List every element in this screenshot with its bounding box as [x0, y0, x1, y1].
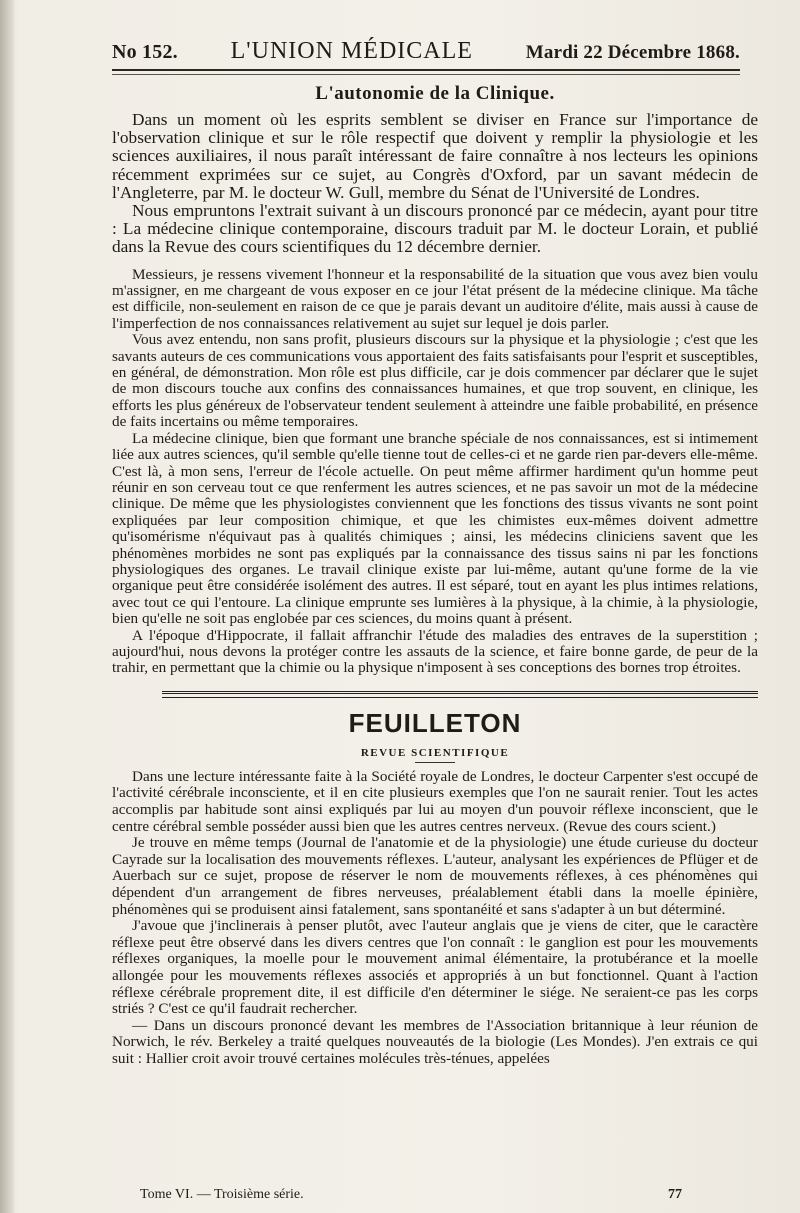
speech-paragraph: Messieurs, je ressens vivement l'honneur et la responsabilité de la situation que vous avez bien voulu m'assigner, en me chargeant de vous exposer en ce jour l'état présent de la médecine clinique. Ma tâche est difficile, non-seulement en raison de ce que je parais devant un auditoire d'élite, mais aussi à cause de l'imperfection de nos connaissances relativement au sujet sur lequel je dois parler. [112, 265, 758, 332]
page-binding-edge [0, 0, 14, 1213]
issue-number: No 152. [112, 41, 178, 63]
page-footer [140, 1187, 682, 1203]
feuilleton-paragraph: Je trouve en même temps (Journal de l'anatomie et de la physiologie) une étude curieuse du docteur Cayrade sur la localisation des mouvements réflexes. L'auteur, analysant les expériences de Pflüger et de Auerbach sur ce sujet, propose de réserver le nom de mouvements réflexes, à ces phénomènes qui dépendent d'un arrangement de fibres nerveuses, préalablement établi dans la moelle épinière, phénomènes qui se produisent ainsi fatalement, sans spontanéité et sans s'adapter à un but déterminé. [112, 834, 758, 918]
feuilleton-paragraph: Dans une lecture intéressante faite à la Société royale de Londres, le docteur Carpenter s'est occupé de l'activité cérébrale inconsciente, et il en cite plusieurs exemples que l'on ne saurait renier. Tout les actes accomplis par habitude sont ainsi expliqués par lui au moyen d'un pouvoir réflexe inconscient, que le centre cérébral semble posséder aussi bien que les autres centres nerveux. (Revue des cours scient.) [112, 767, 758, 835]
feuilleton-heading: FEUILLETON [348, 707, 522, 738]
intro-paragraph: Nous empruntons l'extrait suivant à un discours prononcé par ce médecin, ayant pour titre : La médecine clinique contemporaine, discours traduit par M. le docteur Lorain, et publié dans la Revue des cours scientifiques du 12 décembre dernier. [112, 201, 758, 257]
volume-series: Tome VI. — Troisième série. [140, 1187, 304, 1202]
issue-date: Mardi 22 Décembre 1868. [525, 42, 740, 63]
page-header [112, 38, 740, 71]
speech-paragraph: Vous avez entendu, non sans profit, plusieurs discours sur la physique et la physiologie ; c'est que les savants auteurs de ces communications vous apportaient des faits satisfaisants pour l'esprit et susceptibles, en général, de démonstration. Mon rôle est plus difficile, car je dois commencer par déclarer que le sujet de mon discours touche aux confins des connaissances humaines, et que trop souvent, en clinique, les efforts les plus généreux de l'observateur tendent seulement à atteindre une faible probabilité, en présence de faits incertains ou même temporaires. [112, 331, 758, 431]
speech-excerpt [112, 267, 758, 677]
feuilleton-divider [162, 691, 758, 698]
feuilleton-paragraph: — Dans un discours prononcé devant les membres de l'Association britannique à leur réunion de Norwich, le rév. Berkeley a traité quelques nouveautés de la biologie (Les Mondes). J'en extrais ce qui suit : Hallier croit avoir trouvé certaines molécules très-ténues, appelées [112, 1016, 758, 1067]
feuilleton-body [112, 769, 758, 1068]
section-heading: REVUE SCIENTIFIQUE [112, 747, 758, 763]
article-title: L'autonomie de la Clinique. [315, 83, 555, 104]
speech-paragraph: A l'époque d'Hippocrate, il fallait affranchir l'étude des maladies des entraves de la superstition ; aujourd'hui, nous devons la protéger contre les assauts de la science, et faire bonne garde, de peur de la trahir, en permettant que la chimie ou la physique n'imposent à ses conceptions des bornes trop étroites. [112, 626, 758, 677]
intro-paragraph: Dans un moment où les esprits semblent se diviser en France sur l'importance de l'observation clinique et sur le rôle respectif que doivent y remplir la physiologie et les sciences auxiliaires, il nous paraît intéressant de faire connaître à nos lecteurs les opinions récemment exprimées sur ce sujet, au Congrès d'Oxford, par un savant médecin de l'Angleterre, par M. le docteur W. Gull, membre du Sénat de l'Université de Londres. [112, 110, 758, 202]
header-rule [112, 74, 740, 75]
article-intro [112, 111, 758, 257]
page-number: 77 [668, 1187, 682, 1202]
feuilleton-paragraph: J'avoue que j'inclinerais à penser plutôt, avec l'auteur anglais que je viens de citer, que le caractère réflexe peut être observé dans les divers centres que l'on connaît : le ganglion est pour les mouvements réflexes organiques, la moelle pour le mouvement animal élémentaire, la protubérance et la moelle allongée pour les mouvements réflexes associés et appropriés à un but fonctionnel. Quant à l'action réflexe cérébrale proprement dite, il est difficile d'en déterminer le siége. Ne seraient-ce pas les corps striés ? C'est ce qu'il faudrait rechercher. [112, 917, 758, 1018]
speech-paragraph: La médecine clinique, bien que formant une branche spéciale de nos connaissances, est si intimement liée aux autres sciences, qu'il semble qu'elle tienne tout de celles-ci et ne garde rien par-devers elle-même. C'est là, à mon sens, l'erreur de l'école actuelle. On peut même affirmer hardiment qu'un homme peut réunir en son cerveau tout ce que renferment les autres sciences, et ne pas savoir un mot de la médecine clinique. De même que les physiologistes conviennent que les fonctions des tissus vivants ne sont point expliquées par leur composition chimique, et que les chimistes eux-mêmes doivent admettre qu'isomérisme n'équivaut pas à qualités chimiques ; ainsi, les médecins cliniciens savent que les phénomènes morbides ne sont pas expliqués par la connaissance des tissus sains ni par les fonctions physiologiques des organes. Le travail clinique existe par lui-même, autant qu'une forme de la vie organique peut être considérée isolément des autres. Il est séparé, tout en ayant les plus intimes relations, avec tout ce qui l'entoure. La clinique emprunte ses lumières à la physique, à la chimie, à la physiologie, bien qu'elle ne soit pas englobée par ces sciences, du moins quant à présent. [112, 429, 758, 628]
journal-title: L'UNION MÉDICALE [230, 38, 473, 64]
